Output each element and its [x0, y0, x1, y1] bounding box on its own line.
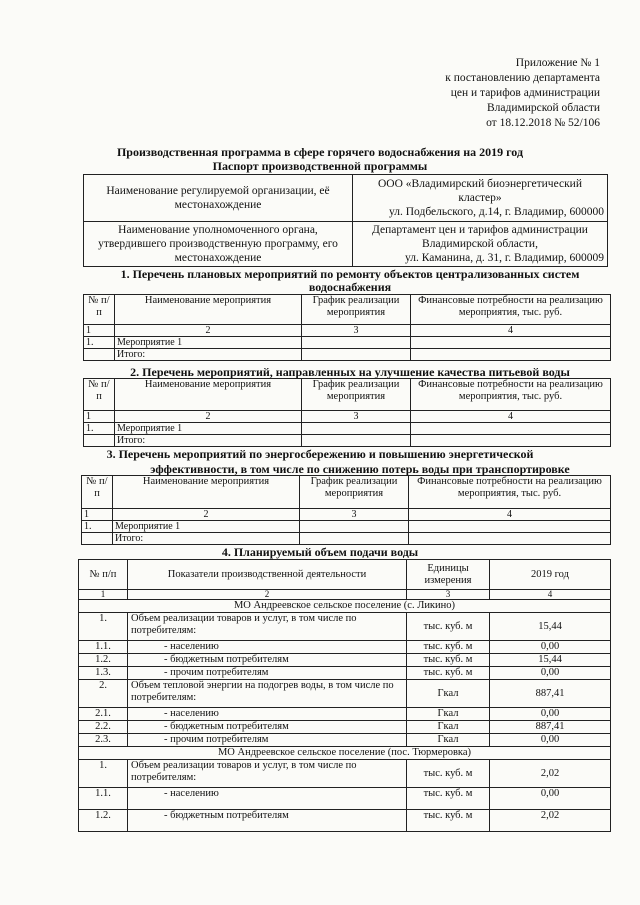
col-number: 3 — [407, 590, 490, 600]
authority-address: ул. Каманина, д. 31, г. Владимир, 600009 — [405, 252, 604, 264]
value: 887,41 — [490, 721, 611, 734]
unit: тыс. куб. м — [407, 810, 490, 832]
passport-value — [353, 175, 608, 222]
col-header: № п/п — [79, 560, 128, 590]
value: 15,44 — [490, 613, 611, 641]
col-number: 4 — [411, 325, 611, 337]
section-2-heading: 2. Перечень мероприятий, направленных на улучшение качества питьевой воды — [130, 365, 570, 379]
indicator-name: - населению — [128, 788, 407, 810]
indicator-name: - бюджетным потребителям — [128, 721, 407, 734]
value: 0,00 — [490, 667, 611, 680]
section-3-table — [81, 475, 611, 545]
col-header: № п/п — [84, 379, 115, 411]
unit: тыс. куб. м — [407, 641, 490, 654]
section-1-table — [83, 294, 611, 361]
passport-label: Наименование уполномоченного органа, утвердившего производственную программу, его местонахождение — [84, 222, 353, 267]
col-header: График реализации мероприятия — [302, 379, 411, 411]
value: 0,00 — [490, 708, 611, 721]
value: 2,02 — [490, 760, 611, 788]
annex-header — [360, 56, 600, 131]
passport-title: Паспорт производственной программы — [212, 159, 428, 173]
indicator-name: - прочим потребителям — [128, 734, 407, 747]
passport-value — [353, 222, 608, 267]
unit: тыс. куб. м — [407, 760, 490, 788]
col-number: 2 — [113, 509, 300, 521]
indicator-name: - бюджетным потребителям — [128, 654, 407, 667]
total-label: Итого: — [113, 533, 300, 545]
section-1-heading: 1. Перечень плановых мероприятий по ремонту объектов централизованных систем водоснабжения — [120, 267, 580, 294]
indicator-name: Объем тепловой энергии на подогрев воды, в том числе по потребителям: — [128, 680, 407, 708]
section-4-heading: 4. Планируемый объем подачи воды — [221, 545, 419, 559]
annex-line: Приложение № 1 — [515, 57, 600, 69]
indicator-name: - бюджетным потребителям — [128, 810, 407, 832]
indicator-name: Объем реализации товаров и услуг, в том числе по потребителям: — [128, 760, 407, 788]
value: 0,00 — [490, 734, 611, 747]
row-number: 1.1. — [79, 641, 128, 654]
value: 0,00 — [490, 788, 611, 810]
col-number: 4 — [409, 509, 611, 521]
section-4-table — [78, 559, 611, 832]
section-3-heading-line1: 3. Перечень мероприятий по энергосбережению и повышению энергетической — [106, 447, 534, 461]
measure-name: Мероприятие 1 — [113, 521, 300, 533]
col-number: 4 — [490, 590, 611, 600]
col-header: Наименование мероприятия — [115, 379, 302, 411]
value: 0,00 — [490, 641, 611, 654]
col-header: 2019 год — [490, 560, 611, 590]
col-header: Финансовые потребности на реализацию мероприятия, тыс. руб. — [411, 379, 611, 411]
unit: Гкал — [407, 680, 490, 708]
section-row: МО Андреевское сельское поселение (пос. Тюрмеровка) — [79, 747, 611, 760]
col-header: № п/п — [82, 476, 113, 509]
col-number: 2 — [128, 590, 407, 600]
row-number: 2.3. — [79, 734, 128, 747]
org-address: ул. Подбельского, д.14, г. Владимир, 600000 — [389, 206, 604, 218]
col-header: № п/п — [84, 295, 115, 325]
col-number: 1 — [82, 509, 113, 521]
value: 15,44 — [490, 654, 611, 667]
unit: Гкал — [407, 708, 490, 721]
row-number: 2. — [79, 680, 128, 708]
total-label: Итого: — [115, 435, 302, 447]
measure-name: Мероприятие 1 — [115, 423, 302, 435]
col-header: Единицы измерения — [407, 560, 490, 590]
unit: тыс. куб. м — [407, 788, 490, 810]
row-number: 1.3. — [79, 667, 128, 680]
row-number: 1.1. — [79, 788, 128, 810]
col-header: График реализации мероприятия — [300, 476, 409, 509]
unit: Гкал — [407, 721, 490, 734]
passport-label: Наименование регулируемой организации, её местонахождение — [84, 175, 353, 222]
col-number: 3 — [302, 411, 411, 423]
unit: тыс. куб. м — [407, 613, 490, 641]
org-name: ООО «Владимирский биоэнергетический кластер» — [378, 178, 582, 204]
annex-line: Владимирской области — [486, 102, 600, 114]
row-number: 1. — [79, 613, 128, 641]
col-header: Наименование мероприятия — [113, 476, 300, 509]
annex-line: от 18.12.2018 № 52/106 — [486, 117, 600, 129]
col-header: Наименование мероприятия — [115, 295, 302, 325]
indicator-name: Объем реализации товаров и услуг, в том числе по потребителям: — [128, 613, 407, 641]
col-number: 1 — [84, 325, 115, 337]
annex-line: к постановлению департамента — [445, 72, 600, 84]
col-header: График реализации мероприятия — [302, 295, 411, 325]
col-number: 1 — [84, 411, 115, 423]
section-2-table — [83, 378, 611, 447]
authority-name: Департамент цен и тарифов администрации Владимирской области, — [372, 224, 588, 250]
indicator-name: - населению — [128, 641, 407, 654]
passport-table — [83, 174, 608, 267]
total-label: Итого: — [115, 349, 302, 361]
row-number: 1. — [84, 337, 115, 349]
indicator-name: - прочим потребителям — [128, 667, 407, 680]
measure-name: Мероприятие 1 — [115, 337, 302, 349]
value: 2,02 — [490, 810, 611, 832]
unit: тыс. куб. м — [407, 667, 490, 680]
col-header: Показатели производственной деятельности — [128, 560, 407, 590]
indicator-name: - населению — [128, 708, 407, 721]
col-header: Финансовые потребности на реализацию мероприятия, тыс. руб. — [409, 476, 611, 509]
value: 887,41 — [490, 680, 611, 708]
col-number: 1 — [79, 590, 128, 600]
col-number: 3 — [300, 509, 409, 521]
row-number: 2.1. — [79, 708, 128, 721]
row-number: 2.2. — [79, 721, 128, 734]
section-row: МО Андреевское сельское поселение (с. Ликино) — [79, 600, 611, 613]
annex-line: цен и тарифов администрации — [450, 87, 600, 99]
col-number: 3 — [302, 325, 411, 337]
col-header: Финансовые потребности на реализацию мероприятия, тыс. руб. — [411, 295, 611, 325]
col-number: 2 — [115, 411, 302, 423]
document-title: Производственная программа в сфере горячего водоснабжения на 2019 год — [116, 145, 524, 159]
row-number: 1. — [79, 760, 128, 788]
col-number: 4 — [411, 411, 611, 423]
section-3-heading-line2: эффективности, в том числе по снижению потерь воды при транспортировке — [150, 462, 570, 476]
row-number: 1.2. — [79, 654, 128, 667]
row-number: 1.2. — [79, 810, 128, 832]
row-number: 1. — [82, 521, 113, 533]
col-number: 2 — [115, 325, 302, 337]
unit: Гкал — [407, 734, 490, 747]
row-number: 1. — [84, 423, 115, 435]
unit: тыс. куб. м — [407, 654, 490, 667]
